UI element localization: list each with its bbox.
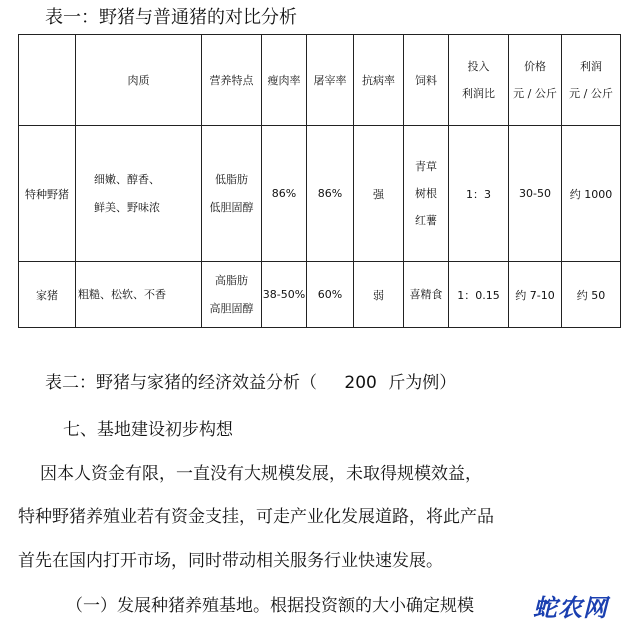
site-watermark: 蛇农网 [533, 594, 608, 622]
subsection1-text: （一）发展种猪养殖基地。根据投资额的大小确定规模 [66, 596, 474, 616]
row-lean-rate: 38-50% [262, 262, 307, 328]
row-lean-rate: 86% [262, 126, 307, 262]
header-empty-cell [19, 35, 76, 126]
header-nutrition: 营养特点 [202, 35, 262, 126]
paragraph-line: 特种野猪养殖业若有资金支挂，可走产业化发展道路，将此产品 [18, 507, 494, 527]
header-disease-resistance: 抗病率 [354, 35, 404, 126]
comparison-table [18, 34, 621, 328]
section7-heading: 七、基地建设初步构想 [63, 420, 233, 440]
table2-caption-suffix: 斤为例） [388, 373, 457, 393]
table-header-row [19, 35, 621, 126]
row-nutrition [202, 126, 262, 262]
table2-caption-number: 200 [344, 373, 377, 393]
row-slaughter-rate: 60% [307, 262, 354, 328]
row-roi: 1：3 [449, 126, 509, 262]
row-disease-resistance: 强 [354, 126, 404, 262]
nutrition-line: 低胆固醇 [209, 200, 254, 214]
header-meat: 肉质 [76, 35, 202, 126]
meat-line: 粗糙、松软、不香 [78, 287, 166, 301]
header-profit-line1: 利润 [580, 59, 602, 73]
header-profit [562, 35, 621, 126]
table2-caption [45, 371, 456, 395]
feed-line: 红薯 [415, 214, 437, 228]
header-lean-rate: 瘦肉率 [262, 35, 307, 126]
row-feed [404, 126, 449, 262]
row-price: 约 7-10 [509, 262, 562, 328]
row-meat [76, 262, 202, 328]
row-feed [404, 262, 449, 328]
meat-line: 鲜美、野味浓 [94, 200, 160, 214]
nutrition-line: 高胆固醇 [209, 301, 254, 315]
row-disease-resistance: 弱 [354, 262, 404, 328]
row-name: 家猪 [19, 262, 76, 328]
row-meat [76, 126, 202, 262]
table-row [19, 126, 621, 262]
row-slaughter-rate: 86% [307, 126, 354, 262]
paragraph-line: 因本人资金有限，一直没有大规模发展，未取得规模效益， [40, 464, 482, 484]
header-price-line1: 价格 [524, 59, 546, 73]
nutrition-line: 低脂肪 [215, 173, 248, 187]
meat-line: 细嫩、醇香、 [94, 173, 160, 187]
row-profit: 约 50 [562, 262, 621, 328]
feed-line: 树根 [415, 186, 437, 200]
table-row [19, 262, 621, 328]
header-roi-line2: 利润比 [462, 87, 495, 100]
row-profit: 约 1000 [562, 126, 621, 262]
row-price: 30-50 [509, 126, 562, 262]
table2-caption-text: 表二：野猪与家猪的经济效益分析（ [45, 373, 317, 393]
header-slaughter-rate: 屠宰率 [307, 35, 354, 126]
header-roi [449, 35, 509, 126]
header-feed: 饲料 [404, 35, 449, 126]
table1-title: 表一：野猪与普通猪的对比分析 [45, 7, 297, 28]
paragraph-line: 首先在国内打开市场，同时带动相关服务行业快速发展。 [18, 551, 443, 571]
header-roi-line1: 投入 [467, 59, 490, 73]
header-profit-line2: 元 / 公斤 [569, 87, 613, 100]
row-name: 特种野猪 [19, 126, 76, 262]
row-roi: 1：0.15 [449, 262, 509, 328]
header-price-line2: 元 / 公斤 [513, 87, 557, 100]
header-price [509, 35, 562, 126]
feed-line: 青草 [415, 159, 437, 173]
feed-line: 喜精食 [409, 287, 443, 301]
row-nutrition [202, 262, 262, 328]
nutrition-line: 高脂肪 [215, 274, 248, 288]
